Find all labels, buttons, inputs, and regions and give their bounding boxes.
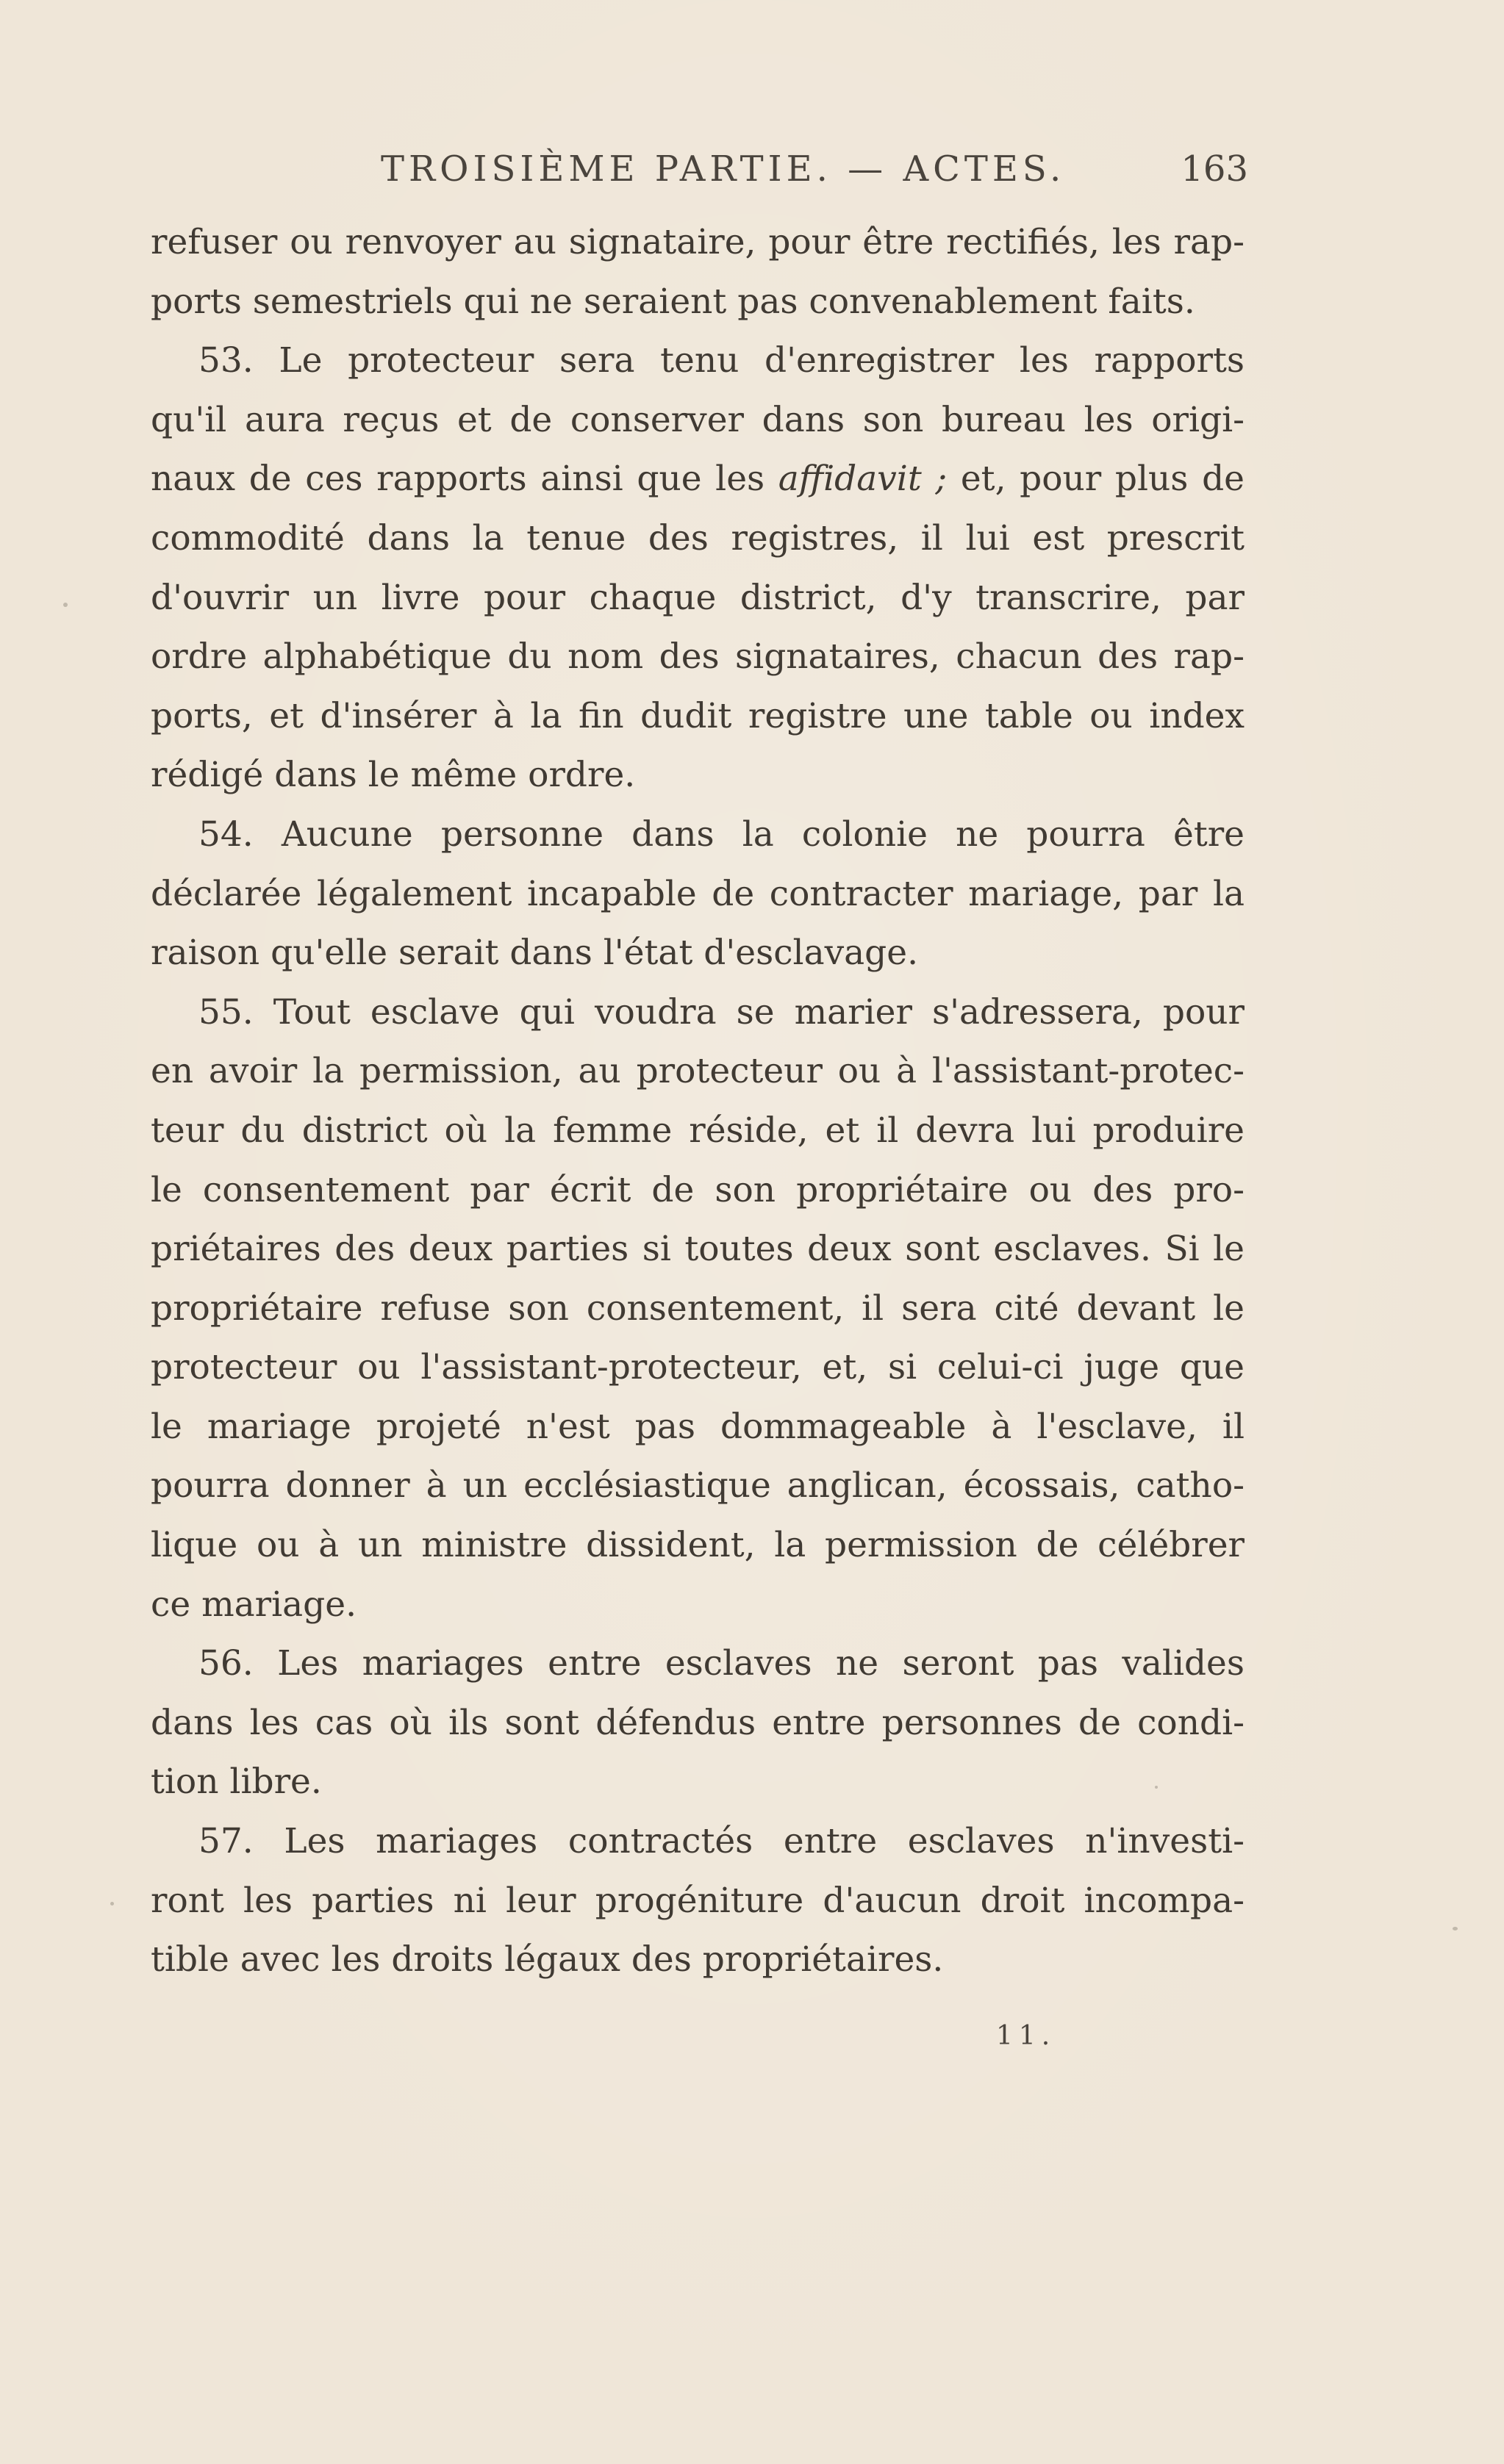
running-head xyxy=(0,143,1504,195)
text-line: tion libre. xyxy=(151,1761,322,1803)
page-number: 163 xyxy=(1181,148,1248,190)
text-line: ordre alphabétique du nom des signataires, chacun des rap- xyxy=(151,636,1245,678)
text-line: ront les parties ni leur progéniture d'aucun droit incompa- xyxy=(151,1880,1245,1921)
article-56-first-line: 56. Les mariages entre esclaves ne seront pas valides xyxy=(198,1643,1245,1684)
text-line: priétaires des deux parties si toutes deux sont esclaves. Si le xyxy=(151,1229,1245,1270)
text-line: refuser ou renvoyer au signataire, pour être rectifiés, les rap- xyxy=(151,222,1245,262)
text-fragment: et, pour plus de xyxy=(947,459,1245,500)
text-line: en avoir la permission, au protecteur ou à l'assistant-protec- xyxy=(151,1051,1245,1092)
article-53-first-line: 53. Le protecteur sera tenu d'enregistrer les rapports xyxy=(198,340,1245,381)
text-line: rédigé dans le même ordre. xyxy=(151,755,636,796)
text-line: commodité dans la tenue des registres, il lui est prescrit xyxy=(151,517,1245,558)
text-line: propriétaire refuse son consentement, il sera cité devant le xyxy=(151,1287,1245,1329)
text-line: d'ouvrir un livre pour chaque district, d'y transcrire, par xyxy=(151,577,1245,618)
text-line-with-italic xyxy=(151,450,1245,509)
text-line: lique ou à un ministre dissident, la permission de célébrer xyxy=(151,1525,1245,1566)
text-line: tible avec les droits légaux des propriétaires. xyxy=(151,1939,944,1980)
article-57-first-line: 57. Les mariages contractés entre esclaves n'investi- xyxy=(198,1821,1245,1862)
running-head-title: TROISIÈME PARTIE. — ACTES. xyxy=(381,148,1066,190)
signature-mark: 11. xyxy=(996,2021,1056,2051)
paper-speck xyxy=(63,603,68,607)
text-line: ports semestriels qui ne seraient pas convenablement faits. xyxy=(151,281,1195,322)
text-line: raison qu'elle serait dans l'état d'esclavage. xyxy=(151,933,919,974)
text-line: ce mariage. xyxy=(151,1584,357,1625)
italic-term: affidavit ; xyxy=(778,459,948,500)
text-fragment: naux de ces rapports ainsi que les xyxy=(151,459,778,500)
article-55-first-line: 55. Tout esclave qui voudra se marier s'adressera, pour xyxy=(198,991,1245,1032)
body-text xyxy=(151,213,1245,1990)
text-line: qu'il aura reçus et de conserver dans son bureau les origi- xyxy=(151,399,1245,440)
text-line: déclarée légalement incapable de contracter mariage, par la xyxy=(151,873,1245,914)
text-line: ports, et d'insérer à la fin dudit registre une table ou index xyxy=(151,695,1245,736)
text-line: le consentement par écrit de son propriétaire ou des pro- xyxy=(151,1169,1245,1210)
article-54-first-line: 54. Aucune personne dans la colonie ne pourra être xyxy=(198,813,1245,855)
text-line: teur du district où la femme réside, et il devra lui produire xyxy=(151,1110,1245,1151)
paper-speck xyxy=(110,1902,114,1906)
text-line: pourra donner à un ecclésiastique anglican, écossais, catho- xyxy=(151,1465,1245,1506)
paper-speck xyxy=(1155,1786,1158,1789)
paper-speck xyxy=(1453,1927,1458,1930)
text-line: dans les cas où ils sont défendus entre personnes de condi- xyxy=(151,1702,1245,1743)
text-line: le mariage projeté n'est pas dommageable à l'esclave, il xyxy=(151,1406,1245,1447)
text-line: protecteur ou l'assistant-protecteur, et, si celui-ci juge que xyxy=(151,1347,1245,1388)
